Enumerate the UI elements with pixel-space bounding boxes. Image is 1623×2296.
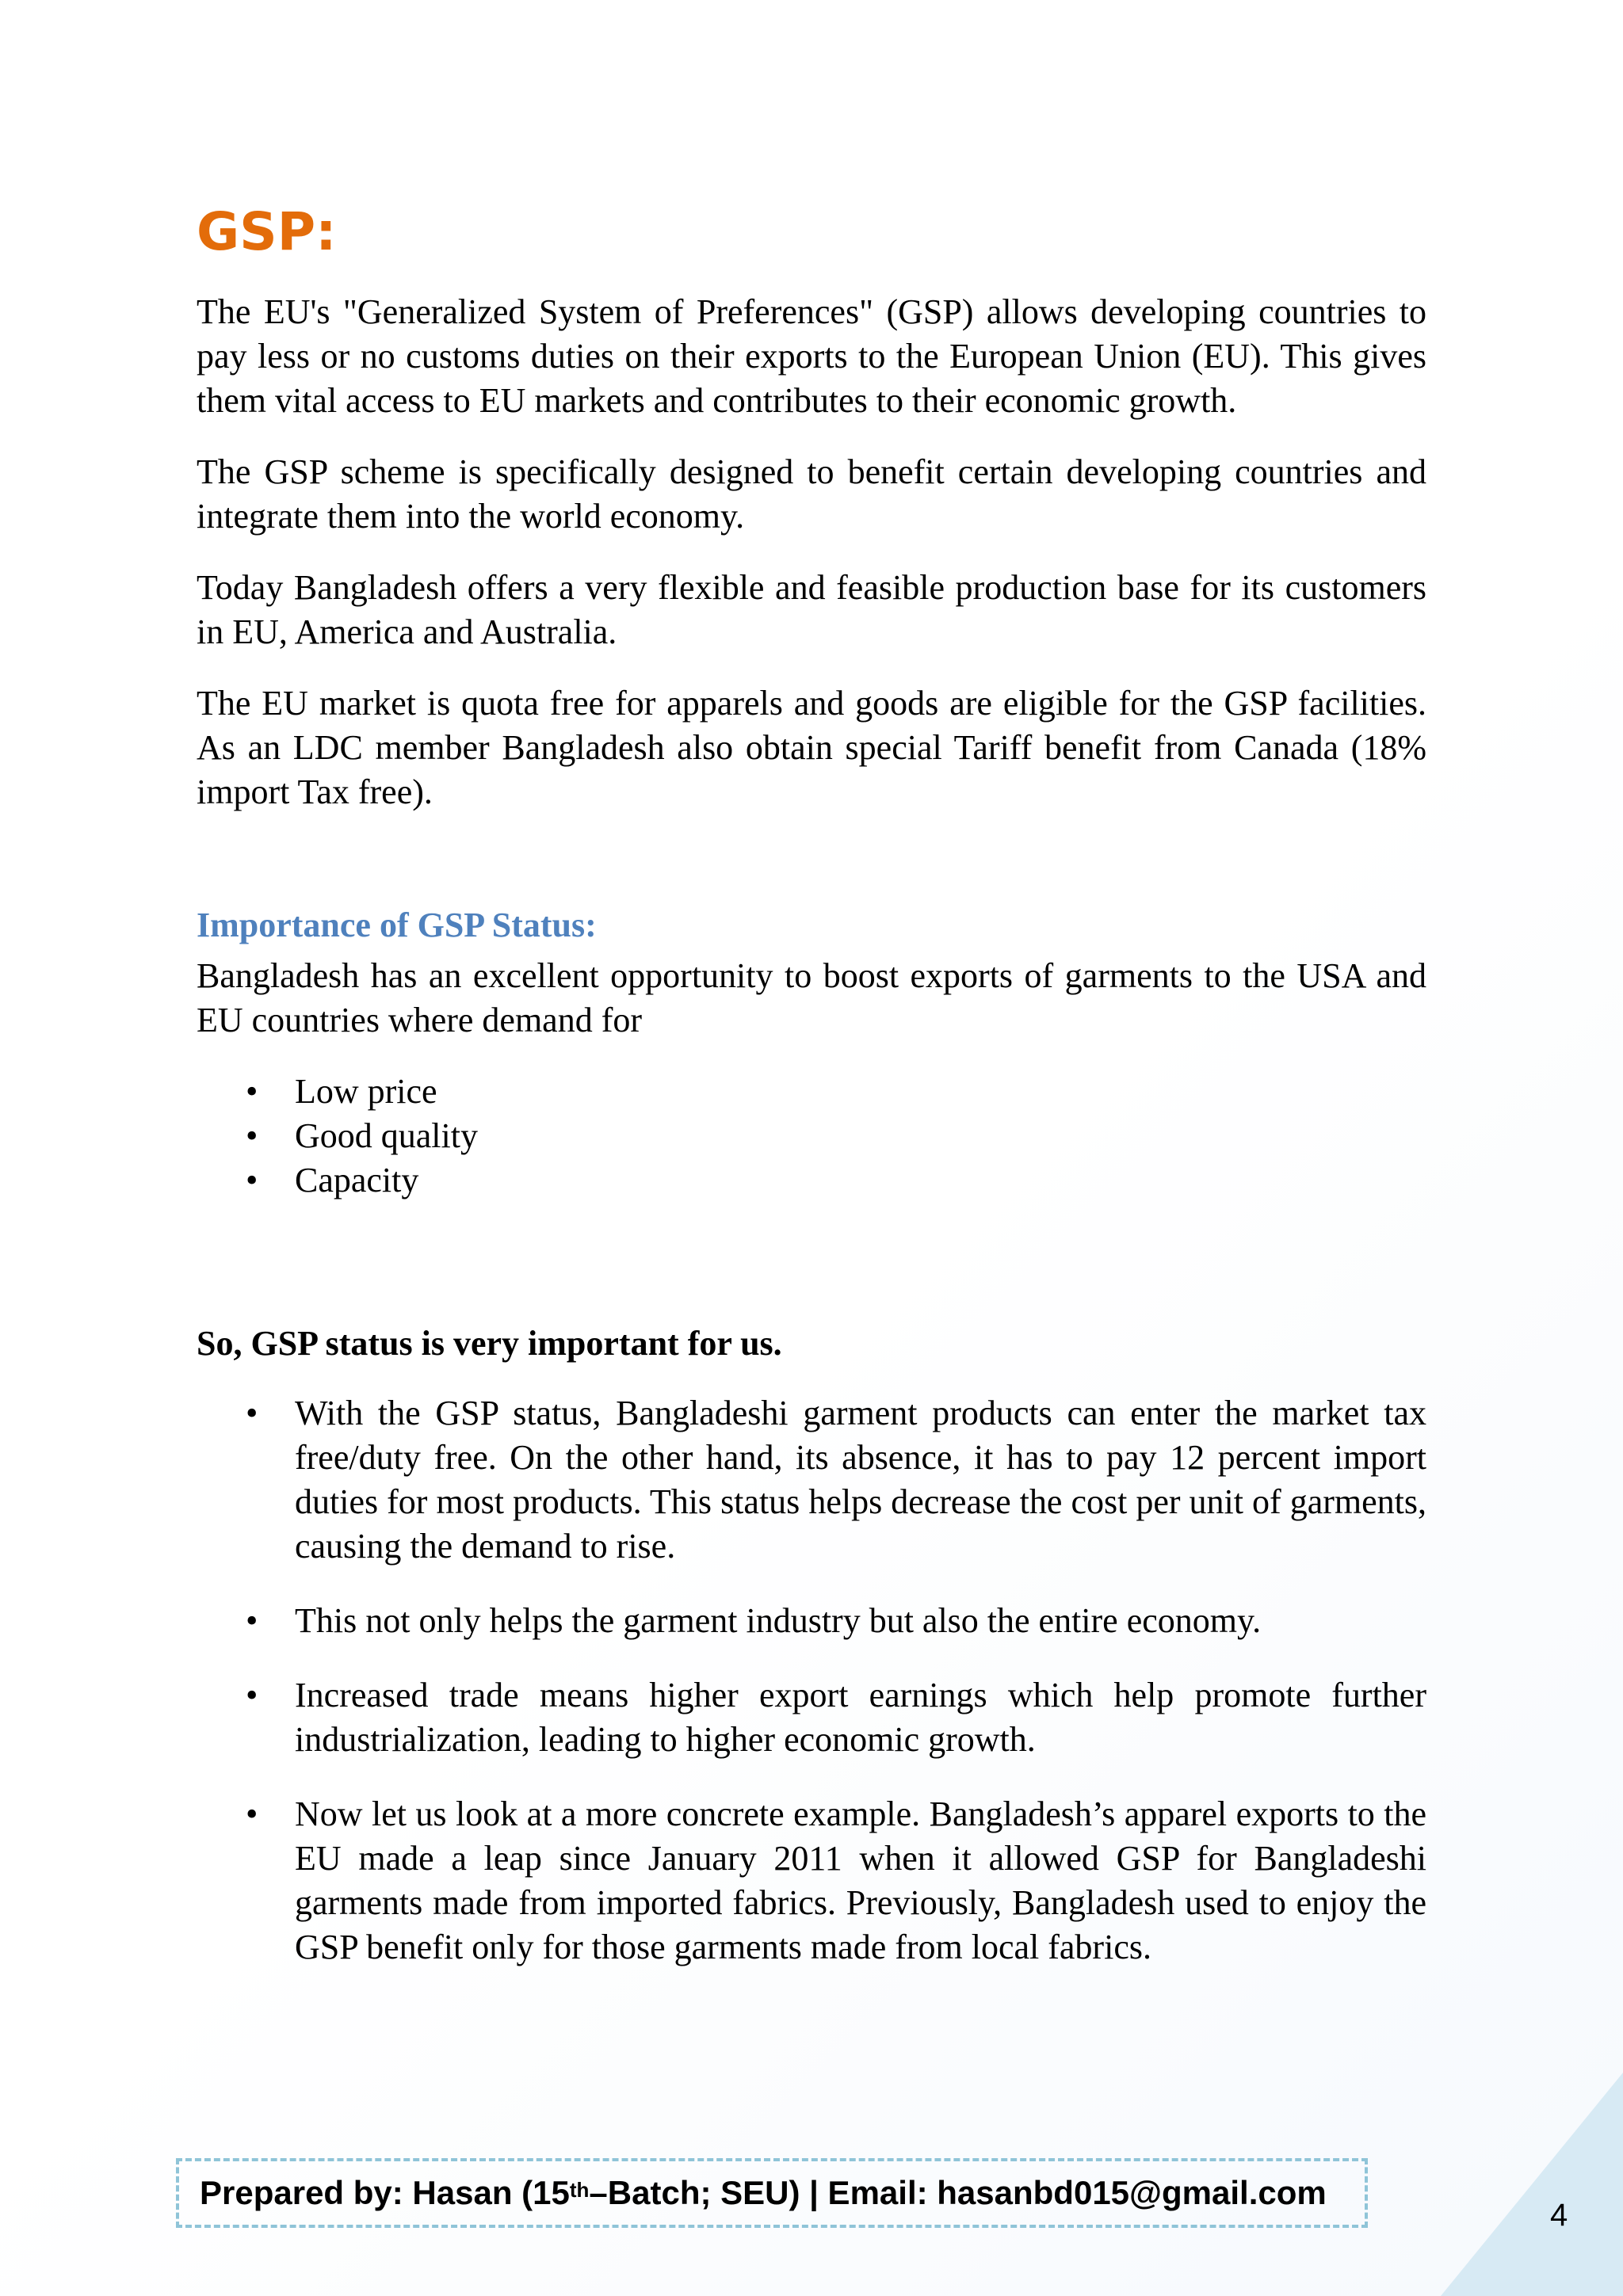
points-list	[197, 1391, 1426, 1970]
bullet-icon: •	[246, 1394, 258, 1432]
conclusion-statement: So, GSP status is very important for us.	[197, 1324, 782, 1363]
list-item	[197, 1114, 1426, 1158]
list-item-text: This not only helps the garment industry but also the entire economy.	[295, 1601, 1262, 1640]
footer-suffix: –Batch; SEU) | Email: hasanbd015@gmail.com	[589, 2174, 1327, 2211]
list-item-text: Now let us look at a more concrete example. Bangladesh’s apparel exports to the EU made a leap since January 2011 when it allowed GSP for Bangladeshi garments made from imported fabrics. Previously, Bangladesh used to enjoy the GSP benefit only for those garments made from local fabrics.	[295, 1794, 1426, 1966]
bullet-icon: •	[246, 1161, 258, 1199]
page-number: 4	[1550, 2198, 1568, 2233]
section-heading: Importance of GSP Status:	[197, 906, 597, 944]
list-item-text: Increased trade means higher export earnings which help promote further industrialization, leading to higher economic growth.	[295, 1676, 1426, 1759]
list-item	[197, 1792, 1426, 1970]
intro-paragraph: Today Bangladesh offers a very flexible and feasible production base for its customers in EU, America and Australia.	[197, 568, 1426, 651]
intro-paragraph: The EU's "Generalized System of Preferences" (GSP) allows developing countries to pay less or no customs duties on their exports to the European Union (EU). This gives them vital access to EU markets and contributes to their economic growth.	[197, 292, 1426, 420]
footer-prefix: Prepared by: Hasan (15	[200, 2174, 570, 2211]
list-item	[197, 1070, 1426, 1114]
bullet-icon: •	[246, 1072, 258, 1111]
page-title: GSP:	[197, 201, 337, 262]
footer-superscript: th	[569, 2177, 590, 2202]
bullet-icon: •	[246, 1794, 258, 1833]
list-item-text: Low price	[295, 1072, 437, 1111]
list-item-text: With the GSP status, Bangladeshi garment products can enter the market tax free/duty free. On the other hand, its absence, it has to pay 12 percent import duties for most products. This status helps decrease the cost per unit of garments, causing the demand to rise.	[295, 1394, 1426, 1566]
list-item	[197, 1673, 1426, 1762]
intro-paragraph: The GSP scheme is specifically designed to benefit certain developing countries and integrate them into the world economy.	[197, 452, 1426, 536]
bullet-icon: •	[246, 1601, 258, 1640]
list-item-text: Good quality	[295, 1116, 478, 1155]
list-item-text: Capacity	[295, 1161, 419, 1199]
document-page	[197, 196, 1426, 2000]
corner-decoration	[1441, 2073, 1623, 2296]
list-item	[197, 1599, 1426, 1643]
list-item	[197, 1391, 1426, 1569]
footer-credit	[176, 2158, 1368, 2228]
list-item	[197, 1158, 1426, 1203]
demand-list	[197, 1070, 1426, 1203]
bullet-icon: •	[246, 1116, 258, 1155]
bullet-icon: •	[246, 1676, 258, 1714]
importance-intro: Bangladesh has an excellent opportunity to boost exports of garments to the USA and EU countries where demand for	[197, 956, 1426, 1039]
intro-paragraph: The EU market is quota free for apparels and goods are eligible for the GSP facilities. As an LDC member Bangladesh also obtain special Tariff benefit from Canada (18% import Tax free).	[197, 684, 1426, 811]
